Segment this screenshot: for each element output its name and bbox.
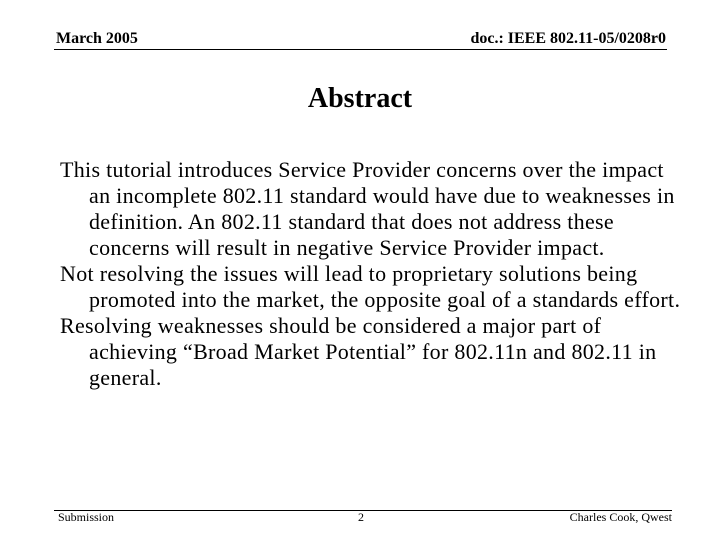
footer-submission: Submission xyxy=(58,510,115,524)
slide-title: Abstract xyxy=(307,83,413,114)
header-date: March 2005 xyxy=(56,30,138,47)
body-paragraph: Resolving weaknesses should be considered a major part of achieving “Broad Market Potential” for 802.11n and 802.11 in general. xyxy=(60,313,657,390)
body-paragraph: This tutorial introduces Service Provider concerns over the impact an incomplete 802.11 standard would have due to weaknesses in definition. An 802.11 standard that does not address these concerns will result in negative Service Provider impact. xyxy=(60,157,675,260)
slide-body xyxy=(60,157,690,391)
footer-author: Charles Cook, Qwest xyxy=(569,510,672,524)
header-doc-id: doc.: IEEE 802.11-05/0208r0 xyxy=(470,30,666,47)
page-number: 2 xyxy=(358,510,364,524)
body-paragraph: Not resolving the issues will lead to proprietary solutions being promoted into the market, the opposite goal of a standards effort. xyxy=(60,261,681,312)
header-divider xyxy=(54,49,667,50)
